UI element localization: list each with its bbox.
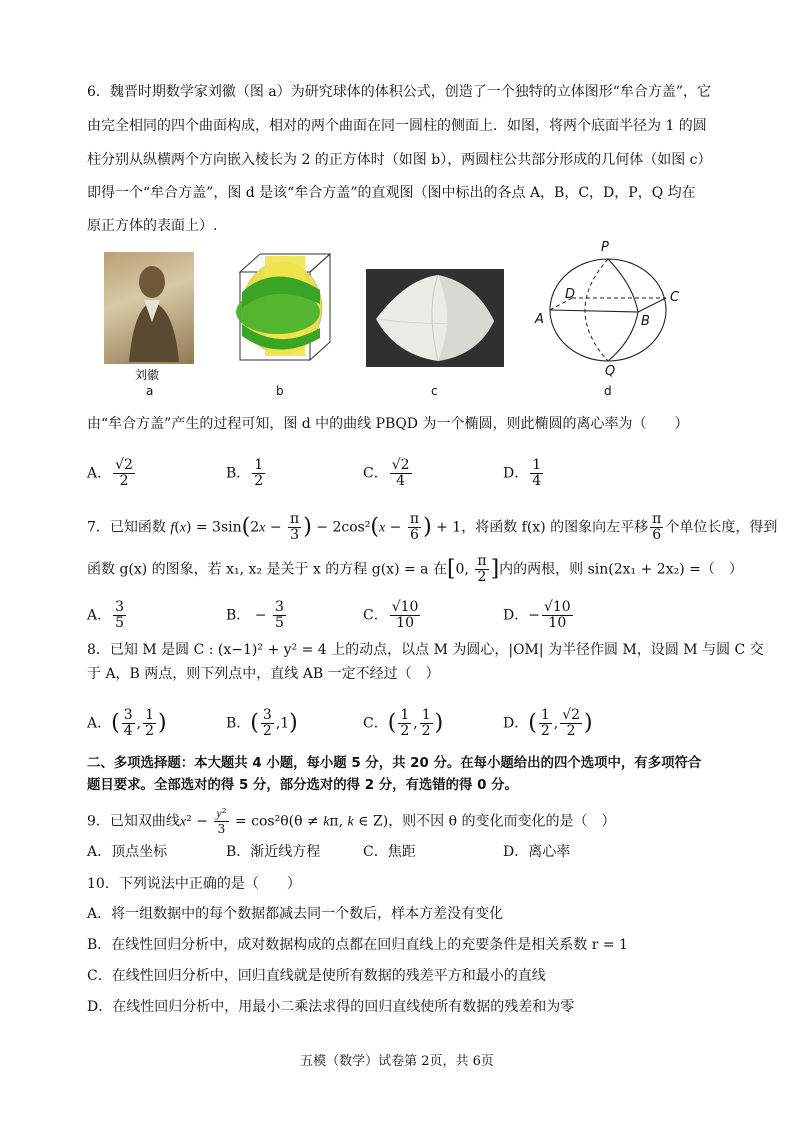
q8-option-c[interactable]: C．( $\frac{1}{2}$ , $\frac{1}{2}$ ) (363, 707, 444, 739)
figure-d-label: d (604, 384, 612, 398)
q6-line-4: 即得一个“牟合方盖”，图 d 是该“牟合方盖”的直观图（图中标出的各点 A，B，C，D，P，Q 均在 (87, 185, 696, 201)
q9-option-c[interactable]: C．焦距 (363, 844, 416, 860)
q9-option-a[interactable]: A．顶点坐标 (87, 844, 168, 860)
q7-line-1: 7．已知函数 f(x) = 3sin(2x − $\frac{\pi}{3}$ ) − 2cos²(x − $\frac{\pi}{6}$ ) + 1，将函数 f(x) 的图象向左平移 $\frac{\pi}{6}$ 个单位长度，得到 (87, 511, 778, 543)
q6-option-d[interactable]: D． $\frac{1}{4}$ (503, 457, 542, 489)
figure-d-diagram (528, 240, 688, 380)
q6-line-5: 原正方体的表面上）. (87, 218, 218, 234)
q6-line-2: 由完全相同的四个曲面构成，相对的两个曲面在同一圆柱的侧面上．如图，将两个底面半径为 1 的圆 (87, 118, 707, 134)
point-p-label: P (601, 240, 609, 255)
q6-line-1: 6．魏晋时期数学家刘徽（图 a）为研究球体的体积公式，创造了一个独特的立体图形“牟合方盖”，它 (87, 84, 712, 100)
point-q-label: Q (605, 364, 616, 379)
figure-c-solid-render (366, 269, 504, 367)
q7-option-a[interactable]: A． $\frac{3}{5}$ (87, 599, 125, 631)
q8-option-d[interactable]: D．( $\frac{1}{2}$ , $\frac{√2}{2}$ ) (503, 707, 593, 739)
q6-stem: 由“牟合方盖”产生的过程可知，图 d 中的曲线 PBQD 为一个椭圆，则此椭圆的离心率为（ ） (87, 416, 689, 432)
q6-option-a[interactable]: A． $\frac{√2}{2}$ (87, 457, 133, 489)
q6-option-c[interactable]: C． $\frac{√2}{4}$ (363, 457, 410, 489)
q9-stem: 9．已知双曲线x² − $\frac{\text{y²}}{3}$ = cos²θ(θ ≠ kπ, k ∈ Z)，则不因 θ 的变化而变化的是（ ） (87, 806, 616, 836)
q7-option-d[interactable]: D．− $\frac{√10}{10}$ (503, 599, 571, 631)
section-2-header-line-1: 二、多项选择题：本大题共 4 小题，每小题 5 分，共 20 分。在每小题给出的四个选项中，有多项符合 (87, 756, 702, 771)
q6-option-b[interactable]: B． $\frac{1}{2}$ (226, 457, 264, 489)
point-a-label: A (535, 312, 544, 327)
q7-line-2: 函数 g(x) 的图象，若 x₁, x₂ 是关于 x 的方程 g(x) = a 在[0, $\frac{\pi}{2}$ ]内的两根，则 sin(2x₁ + 2x₂) =（ ） (87, 553, 743, 585)
figure-a-name: 刘徽 (135, 368, 160, 382)
figure-a-portrait (104, 252, 194, 364)
q10-option-c[interactable]: C．在线性回归分析中，回归直线就是使所有数据的残差平方和最小的直线 (87, 968, 546, 984)
figure-a-label: a (146, 384, 154, 398)
q10-option-d[interactable]: D．在线性回归分析中，用最小二乘法求得的回归直线使所有数据的残差和为零 (87, 999, 575, 1015)
q8-line-1: 8．已知 M 是圆 C : (x−1)² + y² = 4 上的动点，以点 M 为圆心，|OM| 为半径作圆 M，设圆 M 与圆 C 交 (87, 642, 764, 658)
point-b-label: B (641, 314, 650, 329)
point-d-label: D (565, 287, 576, 302)
q8-option-b[interactable]: B．( $\frac{3}{2}$ ,1) (226, 707, 298, 739)
q10-option-a[interactable]: A．将一组数据中的每个数据都减去同一个数后，样本方差没有变化 (87, 906, 504, 922)
q6-line-3: 柱分别从纵横两个方向嵌入棱长为 2 的正方体时（如图 b），两圆柱公共部分形成的几何体（如图 c） (87, 152, 712, 168)
q10-option-b[interactable]: B．在线性回归分析中，成对数据构成的点都在回归直线上的充要条件是相关系数 r = 1 (87, 937, 628, 953)
q10-stem: 10．下列说法中正确的是（ ） (87, 876, 301, 892)
page-footer: 五模（数学）试卷第 2页，共 6页 (300, 1054, 494, 1069)
figure-b-cube-cylinders (220, 242, 336, 366)
q7-option-b[interactable]: B． − $\frac{3}{5}$ (226, 599, 284, 631)
q9-option-d[interactable]: D．离心率 (503, 844, 571, 860)
figure-b-label: b (276, 384, 284, 398)
section-2-header-line-2: 题目要求。全部选对的得 5 分，部分选对的得 2 分，有选错的得 0 分。 (87, 778, 518, 793)
q7-option-c[interactable]: C． $\frac{√10}{10}$ (363, 599, 419, 631)
figure-c-label: c (431, 384, 438, 398)
point-c-label: C (670, 290, 680, 305)
q8-option-a[interactable]: A．( $\frac{3}{4}$ , $\frac{1}{2}$ ) (87, 707, 167, 739)
q9-option-b[interactable]: B．渐近线方程 (226, 844, 321, 860)
q8-line-2: 于 A，B 两点，则下列点中，直线 AB 一定不经过（ ） (87, 666, 440, 682)
